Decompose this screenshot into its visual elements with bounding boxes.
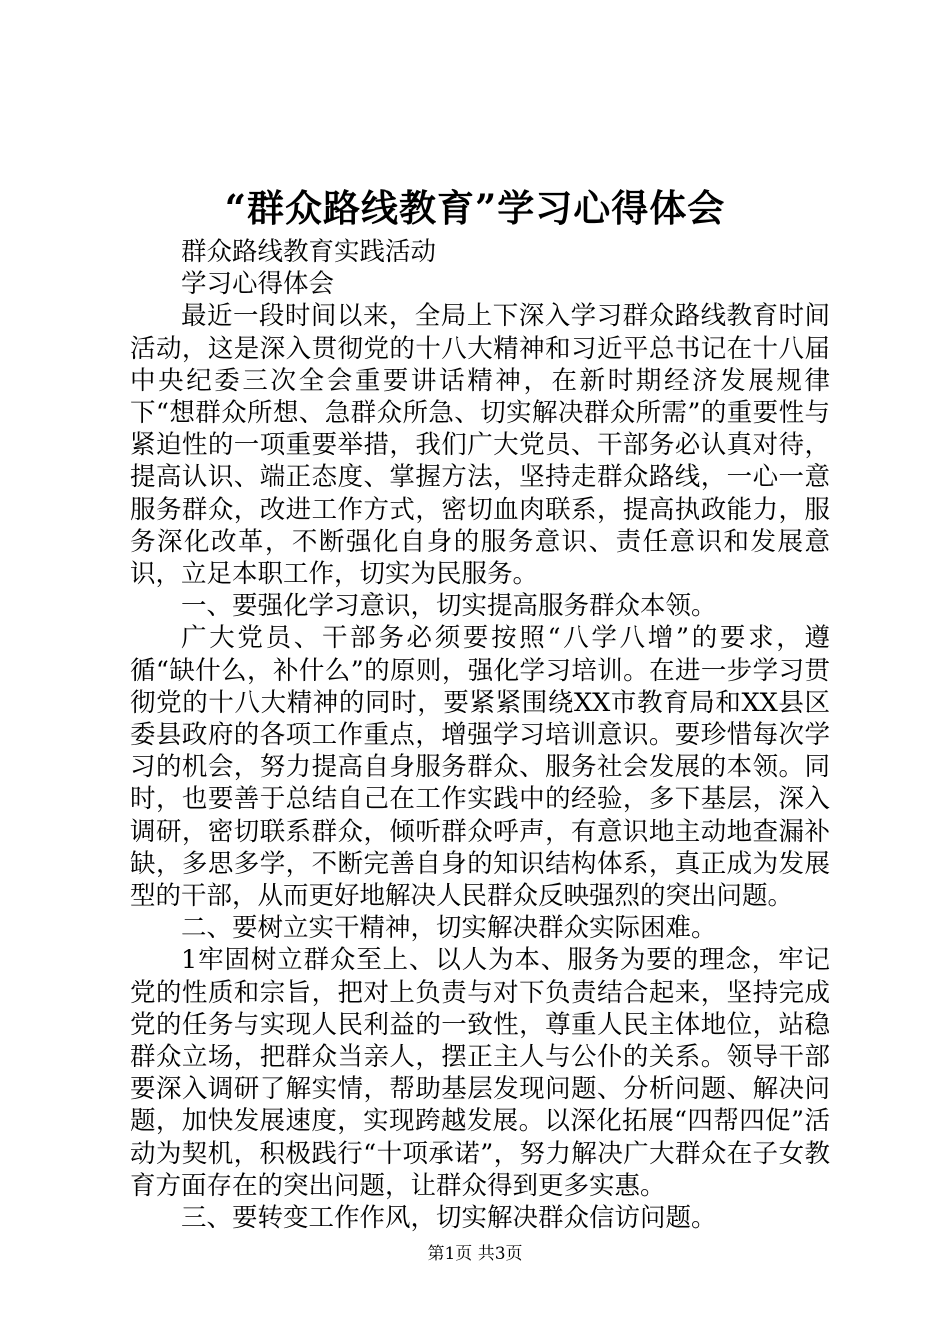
subtitle-line-1: 群众路线教育实践活动 bbox=[181, 237, 437, 267]
document-body bbox=[130, 236, 830, 1234]
document-title: “群众路线教育”学习心得体会 bbox=[224, 186, 726, 230]
page-indicator: 第1页 共3页 bbox=[427, 1244, 523, 1264]
intro-paragraph: 最近一段时间以来，全局上下深入学习群众路线教育时间活动，这是深入贯彻党的十八大精神和习近平总书记在十八届中央纪委三次全会重要讲话精神，在新时期经济发展规律下“想群众所想、急群众所急、切实解决群众所需”的重要性与紧迫性的一项重要举措，我们广大党员、干部务必认真对待，提高认识、端正态度、掌握方法，坚持走群众路线，一心一意服务群众，改进工作方式，密切血肉联系，提高执政能力，服务深化改革，不断强化自身的服务意识、责任意识和发展意识，立足本职工作，切实为民服务。 bbox=[130, 301, 830, 590]
section-heading-2: 二、要树立实干精神，切实解决群众实际困难。 bbox=[181, 913, 717, 944]
section-heading-1: 一、要强化学习意识，切实提高服务群众本领。 bbox=[181, 591, 717, 622]
section-1-paragraph: 广大党员、干部务必须要按照“八学八增”的要求，遵循“缺什么，补什么”的原则，强化学习培训。在进一步学习贯彻党的十八大精神的同时，要紧紧围绕XX市教育局和XX县区委县政府的各项工作重点，增强学习培训意识。要珍惜每次学习的机会，努力提高自身服务群众、服务社会发展的本领。同时，也要善于总结自己在工作实践中的经验，多下基层，深入调研，密切联系群众，倾听群众呼声，有意识地主动地查漏补缺，多思多学，不断完善自身的知识结构体系，真正成为发展型的干部，从而更好地解决人民群众反映强烈的突出问题。 bbox=[130, 623, 830, 912]
section-2-paragraph: 1牢固树立群众至上、以人为本、服务为要的理念，牢记党的性质和宗旨，把对上负责与对下负责结合起来，坚持完成党的任务与实现人民利益的一致性，尊重人民主体地位，站稳群众立场，把群众当亲人，摆正主人与公仆的关系。领导干部要深入调研了解实情，帮助基层发现问题、分析问题、解决问题，加快发展速度，实现跨越发展。以深化拓展“四帮四促”活动为契机，积极践行“十项承诺”，努力解决广大群众在子女教育方面存在的突出问题，让群众得到更多实惠。 bbox=[130, 945, 830, 1201]
subtitle-line-2: 学习心得体会 bbox=[181, 269, 335, 300]
section-heading-3: 三、要转变工作作风，切实解决群众信访问题。 bbox=[181, 1203, 717, 1234]
